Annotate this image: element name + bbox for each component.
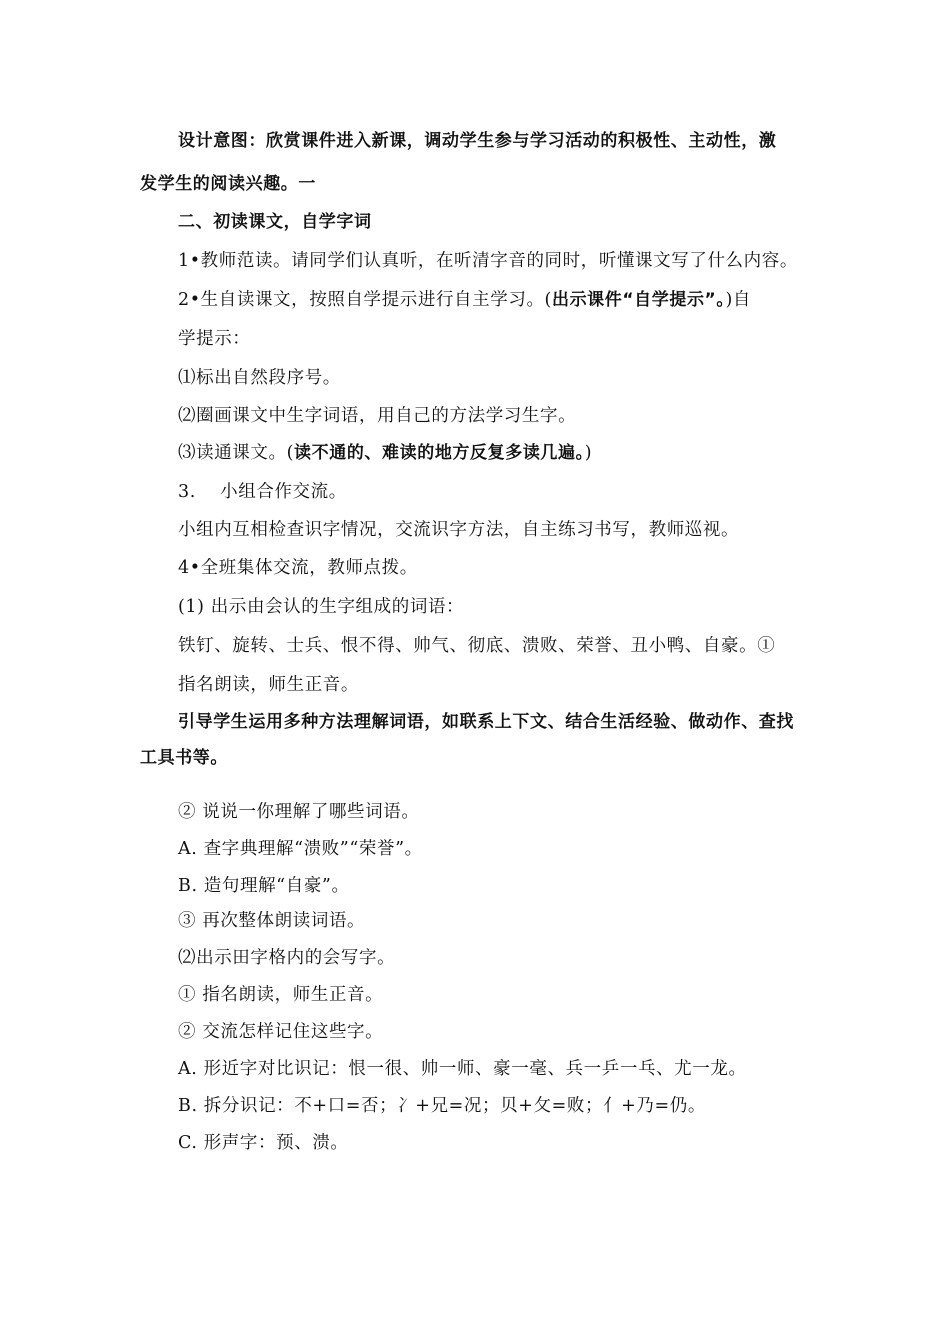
sub-2-item-a: A. 形近字对比识记：恨一很、帅一师、豪一毫、兵一乒一乓、尤一龙。	[178, 1059, 747, 1079]
sub-2-item-c: C. 形声字：预、溃。	[178, 1133, 349, 1153]
step-3-description: 小组内互相检查识字情况，交流识字方法，自主练习书写，教师巡视。	[178, 520, 740, 540]
item-b: B. 造句理解“自豪”。	[178, 876, 350, 896]
design-intent-line-1: 设计意图：欣赏课件进入新课，调动学生参与学习活动的积极性、主动性，激	[178, 131, 777, 151]
sub-2-item-1: ① 指名朗读，师生正音。	[178, 985, 384, 1005]
tip-1: ⑴标出自然段序号。	[178, 368, 341, 388]
tip-3	[178, 441, 592, 465]
tip-3-prefix: ⑶读通课文。(	[178, 443, 295, 463]
words-continued: 指名朗读，师生正音。	[178, 675, 359, 695]
step-2-continued: 学提示：	[178, 329, 251, 349]
step-2-prefix: 2•生自读课文，按照自学提示进行自主学习。(	[178, 290, 552, 310]
tip-3-note: 读不通的、难读的地方反复多读几遍。	[294, 443, 585, 463]
step-1: 1•教师范读。请同学们认真听，在听清字音的同时，听懂课文写了什么内容。	[178, 251, 798, 271]
guide-line-1: 引导学生运用多种方法理解词语，如联系上下文、结合生活经验、做动作、查找	[178, 712, 794, 732]
tip-2: ⑵圈画课文中生字词语，用自己的方法学习生字。	[178, 406, 577, 426]
words-line: 铁钉、旋转、士兵、恨不得、帅气、彻底、溃败、荣誉、丑小鸭、自豪。①	[178, 636, 776, 656]
item-a: A. 查字典理解“溃败”“荣誉”。	[178, 839, 423, 859]
sub-2-heading: ⑵出示田字格内的会写字。	[178, 948, 396, 968]
step-2	[178, 288, 751, 312]
sub-2-item-2: ② 交流怎样记住这些字。	[178, 1022, 384, 1042]
sub-1-heading: (1) 出示由会认的生字组成的词语：	[178, 597, 465, 617]
guide-line-2: 工具书等。	[140, 748, 228, 768]
step-4: 4•全班集体交流，教师点拨。	[178, 558, 418, 578]
step-2-suffix: )自	[725, 290, 751, 310]
step-2-courseware-note: 出示课件“自学提示”。	[551, 290, 726, 310]
step-3: 3. 小组合作交流。	[178, 482, 347, 502]
sub-2-item-b: B. 拆分识记：不+口=否；冫+兄=况；贝+攵=败；亻+乃=仍。	[178, 1096, 706, 1116]
item-2: ② 说说一你理解了哪些词语。	[178, 802, 420, 822]
item-3: ③ 再次整体朗读词语。	[178, 911, 366, 931]
design-intent-line-2: 发学生的阅读兴趣。一	[140, 174, 316, 194]
section-heading: 二、初读课文，自学字词	[178, 212, 372, 232]
tip-3-suffix: )	[584, 443, 593, 463]
